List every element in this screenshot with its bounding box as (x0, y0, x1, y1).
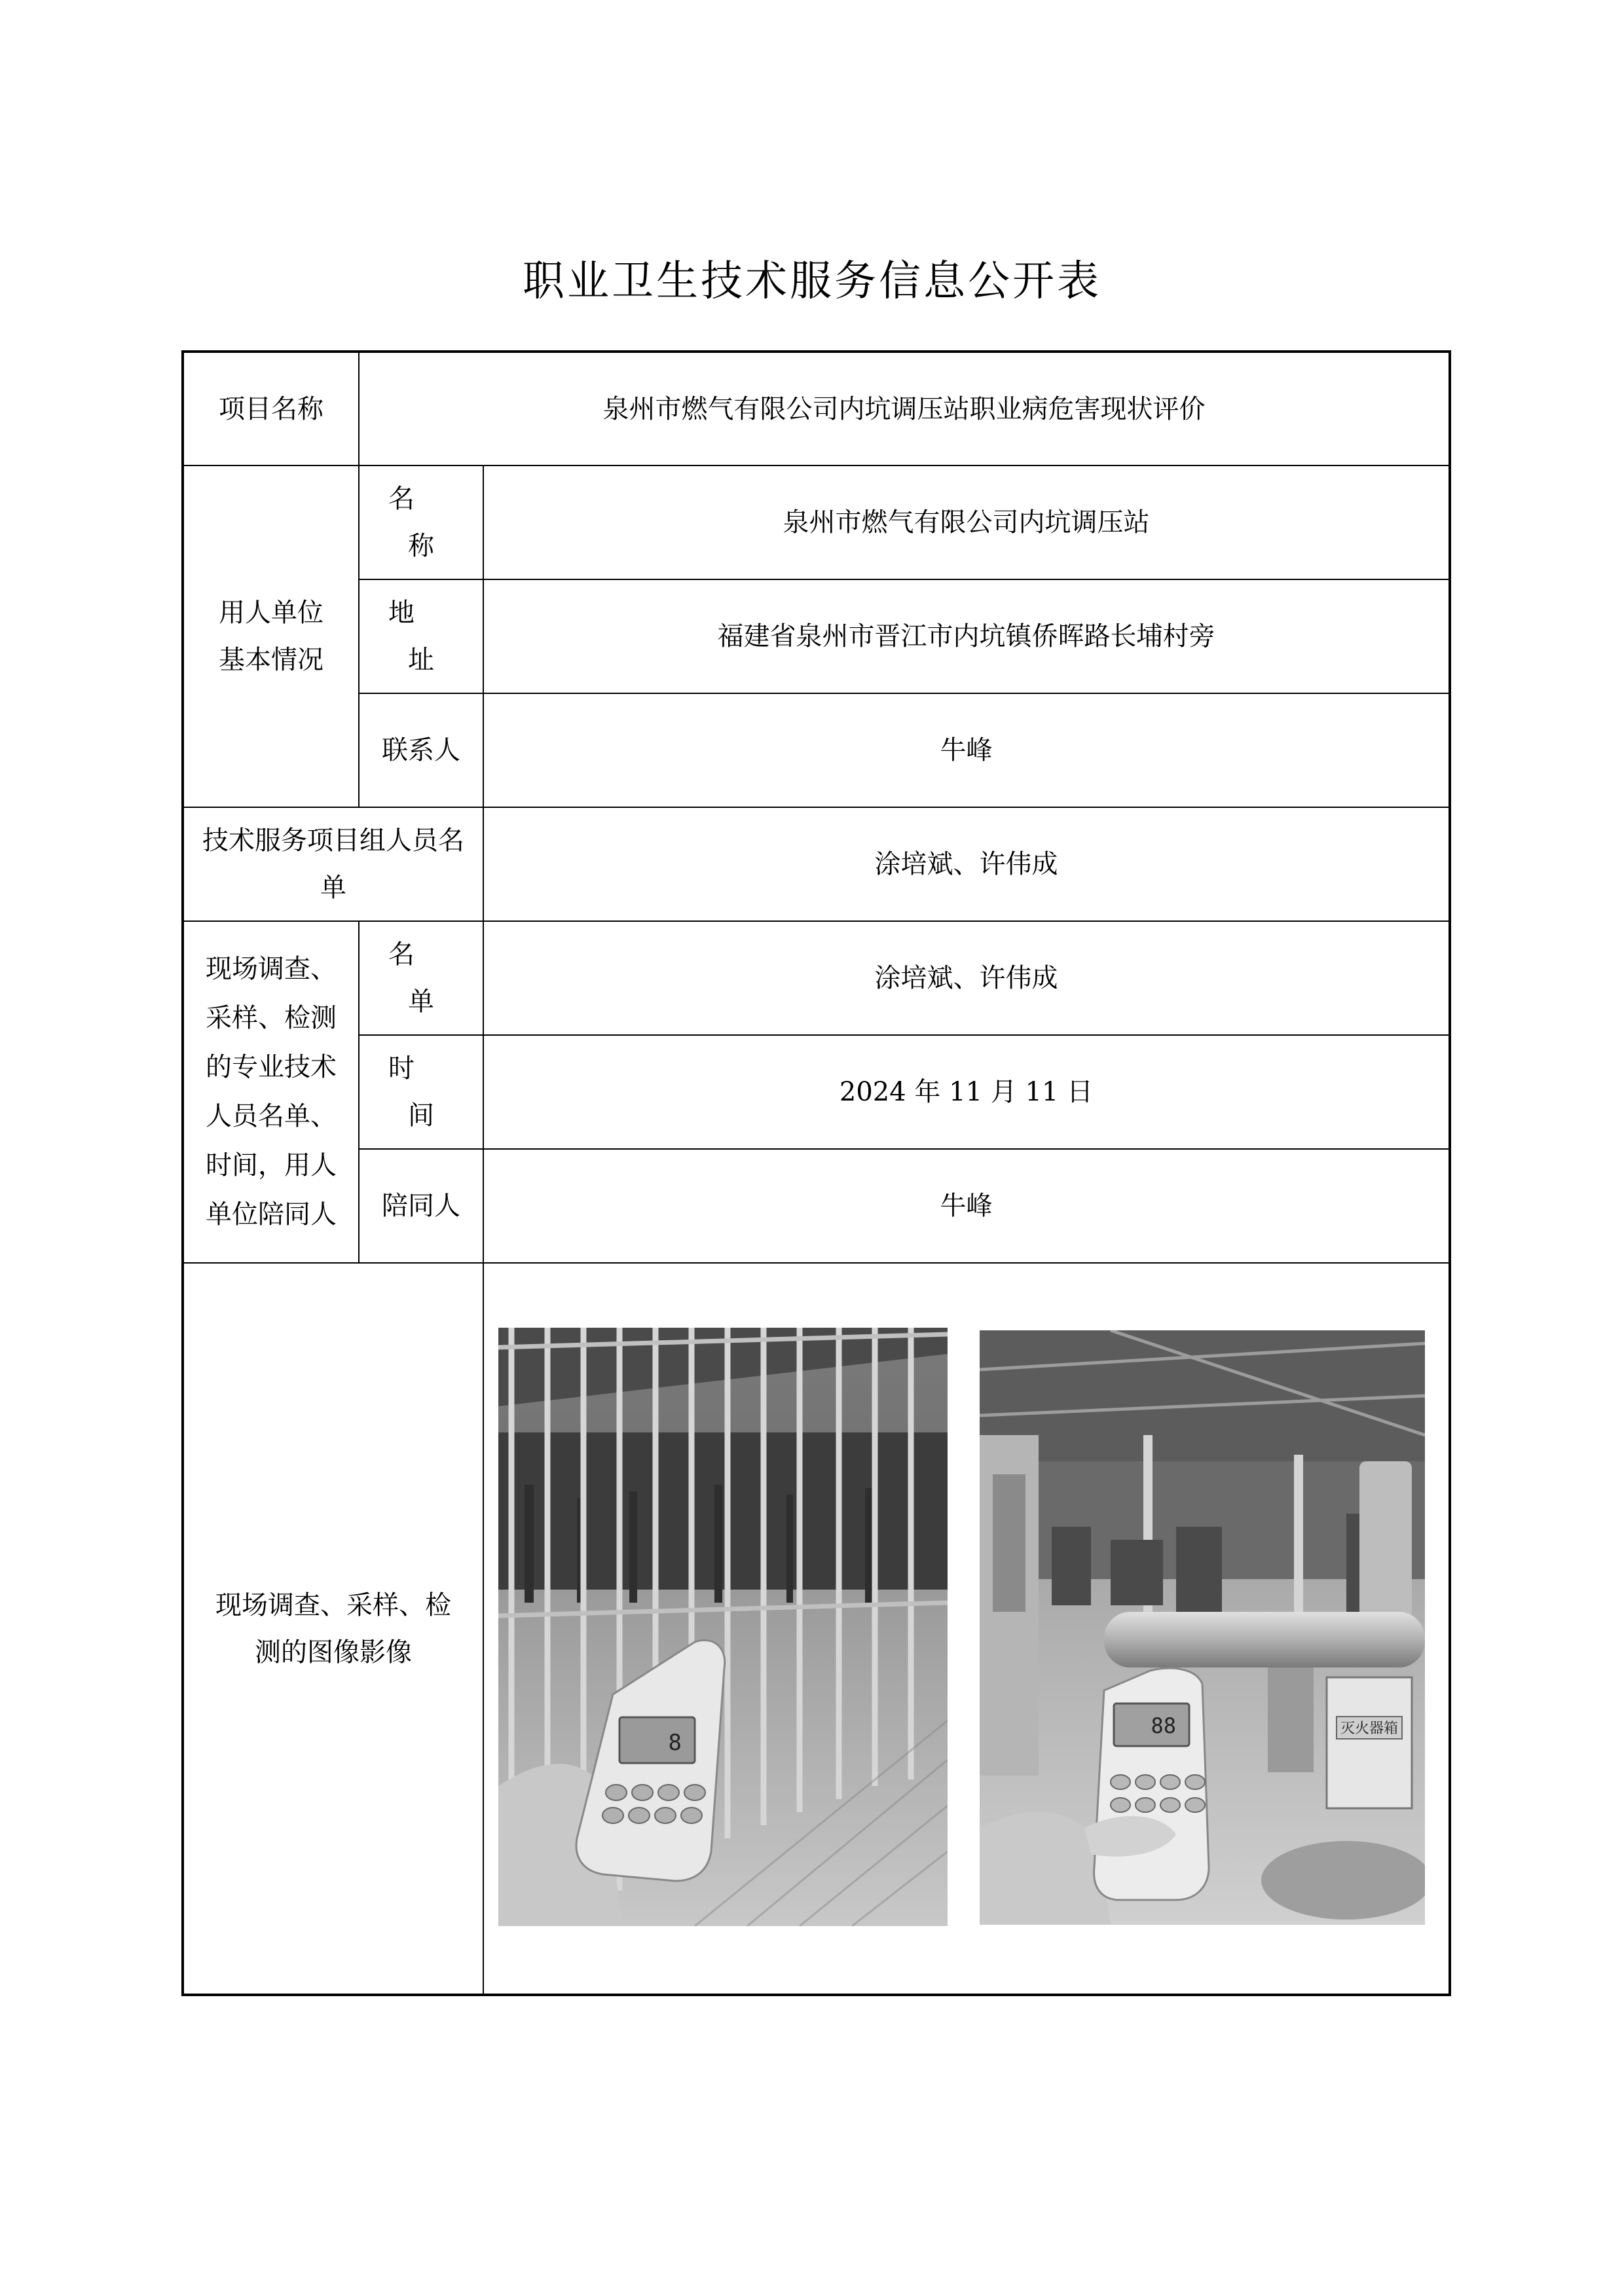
row-project-name (183, 352, 1450, 465)
meter-reading: 8 (668, 1730, 682, 1756)
field-names-label: 名单 (388, 939, 473, 1017)
site-photo-fence (498, 1328, 948, 1926)
row-team (183, 807, 1450, 921)
row-employer-name (183, 465, 1450, 579)
field-time-value: 2024 年 11 月 11 日 (483, 1035, 1450, 1149)
team-value: 涂培斌、许伟成 (483, 807, 1450, 921)
employer-name-label: 名称 (388, 484, 473, 561)
field-label: 现场调查、采样、检测的专业技术人员名单、时间，用人单位陪同人 (206, 954, 337, 1230)
team-label-cell (183, 807, 483, 921)
info-table (181, 350, 1451, 1996)
employer-name-value: 泉州市燃气有限公司内坑调压站 (483, 465, 1450, 579)
project-name-value: 泉州市燃气有限公司内坑调压站职业病危害现状评价 (359, 352, 1450, 465)
row-field-names (183, 921, 1450, 1035)
row-field-escort (183, 1149, 1450, 1263)
employer-name-label-cell (359, 465, 483, 579)
photo-gallery (484, 1264, 1449, 1994)
page-title: 职业卫生技术服务信息公开表 (523, 257, 1101, 306)
employer-contact-label: 联系人 (359, 693, 483, 807)
employer-contact-value: 牛峰 (483, 693, 1450, 807)
field-escort-value: 牛峰 (483, 1149, 1450, 1263)
field-time-label-cell (359, 1035, 483, 1149)
team-label: 技术服务项目组人员名单 (202, 826, 464, 903)
row-employer-contact (183, 693, 1450, 807)
extinguisher-sign: 灭火器箱 (1340, 1721, 1399, 1737)
field-time-label: 时间 (388, 1053, 473, 1131)
employer-section-label (183, 465, 359, 807)
field-section-label-cell (183, 921, 359, 1263)
row-field-time (183, 1035, 1450, 1149)
row-images (183, 1263, 1450, 1995)
employer-label: 用人单位基本情况 (219, 598, 323, 675)
site-photo-pipeline-image (980, 1330, 1425, 1925)
field-names-label-cell (359, 921, 483, 1035)
row-employer-address (183, 579, 1450, 693)
field-escort-label: 陪同人 (359, 1149, 483, 1263)
meter-reading: 88 (1151, 1713, 1176, 1738)
site-photo-pipeline (980, 1330, 1425, 1925)
project-name-label: 项目名称 (183, 352, 359, 465)
employer-address-value: 福建省泉州市晋江市内坑镇侨晖路长埔村旁 (483, 579, 1450, 693)
images-cell (483, 1263, 1450, 1995)
images-label: 现场调查、采样、检测的图像影像 (215, 1590, 451, 1667)
images-label-cell (183, 1263, 483, 1995)
sound-level-meter (1094, 1668, 1209, 1900)
field-names-value: 涂培斌、许伟成 (483, 921, 1450, 1035)
employer-address-label: 地址 (388, 598, 473, 675)
employer-address-label-cell (359, 579, 483, 693)
site-photo-fence-image (498, 1328, 948, 1926)
extinguisher-box (1327, 1677, 1412, 1808)
